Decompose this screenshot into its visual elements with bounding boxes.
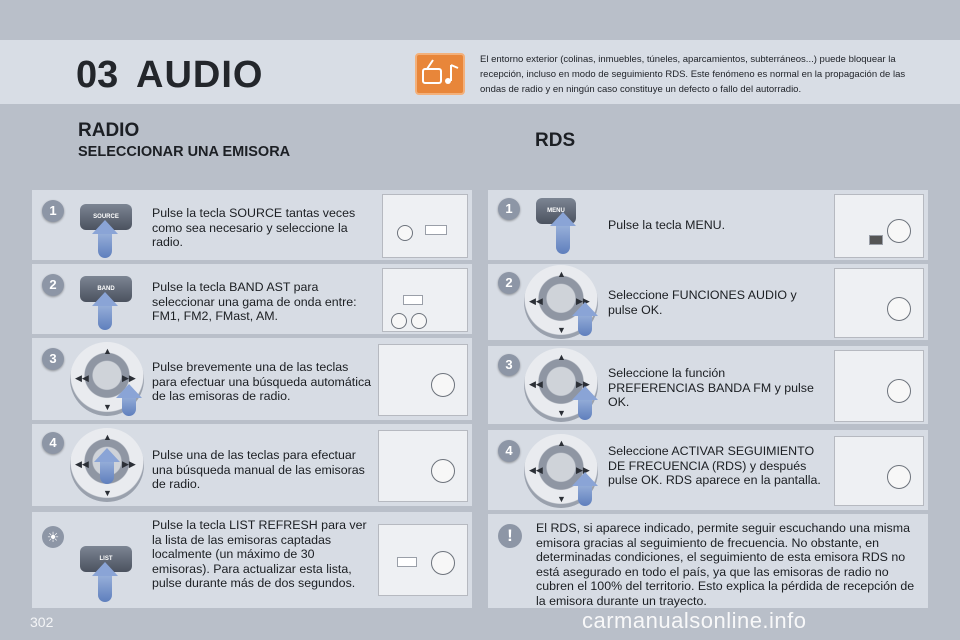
finger-press-icon bbox=[556, 218, 570, 254]
step-text: Seleccione ACTIVAR SEGUIMIENTO DE FRECUENCIA (RDS) y después pulse OK. RDS aparece en la pantalla. bbox=[608, 444, 821, 487]
warning-exclamation-icon: ! bbox=[498, 524, 522, 548]
radio-tip-card bbox=[32, 512, 472, 608]
finger-press-icon bbox=[98, 298, 112, 330]
tip-sun-icon: ☀ bbox=[42, 526, 64, 548]
step-text: Pulse una de las teclas para efectuar una búsqueda manual de las emisoras de radio. bbox=[152, 448, 365, 491]
step-number-badge: 4 bbox=[498, 440, 520, 462]
radio-step-2-card bbox=[32, 264, 472, 334]
radio-step-3-card bbox=[32, 338, 472, 420]
finger-press-icon bbox=[578, 392, 592, 420]
step-text: Pulse la tecla SOURCE tantas veces como sea necesario y seleccione la radio. bbox=[152, 206, 356, 249]
menu-key-icon: MENU bbox=[536, 198, 576, 224]
watermark: carmanualsonline.info bbox=[582, 608, 807, 633]
radio-section-heading bbox=[78, 120, 290, 160]
navigation-pad-icon: ▲ ▼ ◀◀ ▶▶ bbox=[524, 265, 598, 339]
radio-unit-illustration bbox=[834, 194, 924, 258]
step-number-badge: 2 bbox=[498, 272, 520, 294]
radio-step-1-card bbox=[32, 190, 472, 260]
navigation-pad-icon: ▲ ▼ ◀◀ ▶▶ bbox=[70, 428, 144, 502]
step-text: Seleccione la función PREFERENCIAS BANDA FM y pulse OK. bbox=[608, 366, 814, 409]
step-number-badge: 3 bbox=[498, 354, 520, 376]
step-number-badge: 2 bbox=[42, 274, 64, 296]
finger-press-icon bbox=[100, 454, 114, 484]
radio-unit-illustration bbox=[382, 194, 468, 258]
rds-step-1-card bbox=[488, 190, 928, 260]
chapter-title: AUDIO bbox=[136, 54, 264, 96]
source-key-icon: SOURCE bbox=[80, 204, 132, 230]
rds-step-3-card bbox=[488, 346, 928, 424]
radio-unit-illustration bbox=[382, 268, 468, 332]
step-number-badge: 1 bbox=[498, 198, 520, 220]
radio-unit-illustration bbox=[378, 524, 468, 596]
rds-step-2-card bbox=[488, 264, 928, 340]
navigation-pad-icon: ▲ ▼ ◀◀ ▶▶ bbox=[524, 434, 598, 508]
navigation-pad-icon: ▲ ▼ ◀◀ ▶▶ bbox=[524, 348, 598, 422]
navigation-pad-icon: ▲ ▼ ◀◀ ▶▶ bbox=[70, 342, 144, 416]
chapter-number: 03 bbox=[76, 54, 119, 96]
rds-note-card bbox=[488, 514, 928, 608]
step-number-badge: 4 bbox=[42, 432, 64, 454]
step-number-badge: 1 bbox=[42, 200, 64, 222]
step-number-badge: 3 bbox=[42, 348, 64, 370]
tip-text: Pulse la tecla LIST REFRESH para ver la lista de las emisoras captadas localmente (un máximo de 30 emisoras). Para actualizar esta lista, pulse durante más de dos segundos. bbox=[152, 518, 367, 590]
radio-unit-illustration bbox=[834, 350, 924, 422]
finger-press-icon bbox=[98, 226, 112, 258]
radio-music-icon bbox=[415, 53, 465, 95]
step-text: Pulse la tecla BAND AST para seleccionar una gama de onda entre: FM1, FM2, FMast, AM. bbox=[152, 280, 357, 323]
finger-press-icon bbox=[122, 390, 136, 416]
page-number: 302 bbox=[30, 614, 54, 630]
rds-title: RDS bbox=[535, 130, 576, 151]
step-text: Seleccione FUNCIONES AUDIO y pulse OK. bbox=[608, 288, 797, 317]
radio-subtitle: SELECCIONAR UNA EMISORA bbox=[78, 144, 291, 160]
step-text: Pulse la tecla MENU. bbox=[608, 218, 726, 232]
radio-unit-illustration bbox=[834, 268, 924, 338]
finger-press-icon bbox=[98, 568, 112, 602]
radio-unit-illustration bbox=[378, 344, 468, 416]
radio-title: RADIO bbox=[78, 120, 140, 141]
rds-step-4-card bbox=[488, 430, 928, 510]
radio-unit-illustration bbox=[378, 430, 468, 502]
rds-note-text: El RDS, si aparece indicado, permite seguir escuchando una misma emisora gracias al seguimiento de frecuencia. No obstante, en determinadas condiciones, el seguimiento de esta emisora RDS no está asegurado en todo el país, ya que las emisoras de radio no cubren el 100% del territorio. Esto explica la pérdida de recepción de la emisora durante un trayecto. bbox=[536, 521, 915, 608]
list-refresh-key-icon: LIST bbox=[80, 546, 132, 572]
finger-press-icon bbox=[578, 478, 592, 506]
radio-unit-illustration bbox=[834, 436, 924, 506]
finger-press-icon bbox=[578, 308, 592, 336]
step-text: Pulse brevemente una de las teclas para efectuar una búsqueda automática de las emisoras de radio. bbox=[152, 360, 372, 403]
band-key-icon: BAND bbox=[80, 276, 132, 302]
intro-paragraph: El entorno exterior (colinas, inmuebles, túneles, aparcamientos, subterráneos...) puede bloquear la recepción, incluso en modo de seguimiento RDS. Este fenómeno es normal en la propagación de las ondas de radio y en ningún caso constituye un defecto o fallo del autorradio. bbox=[480, 54, 906, 95]
radio-step-4-card bbox=[32, 424, 472, 506]
